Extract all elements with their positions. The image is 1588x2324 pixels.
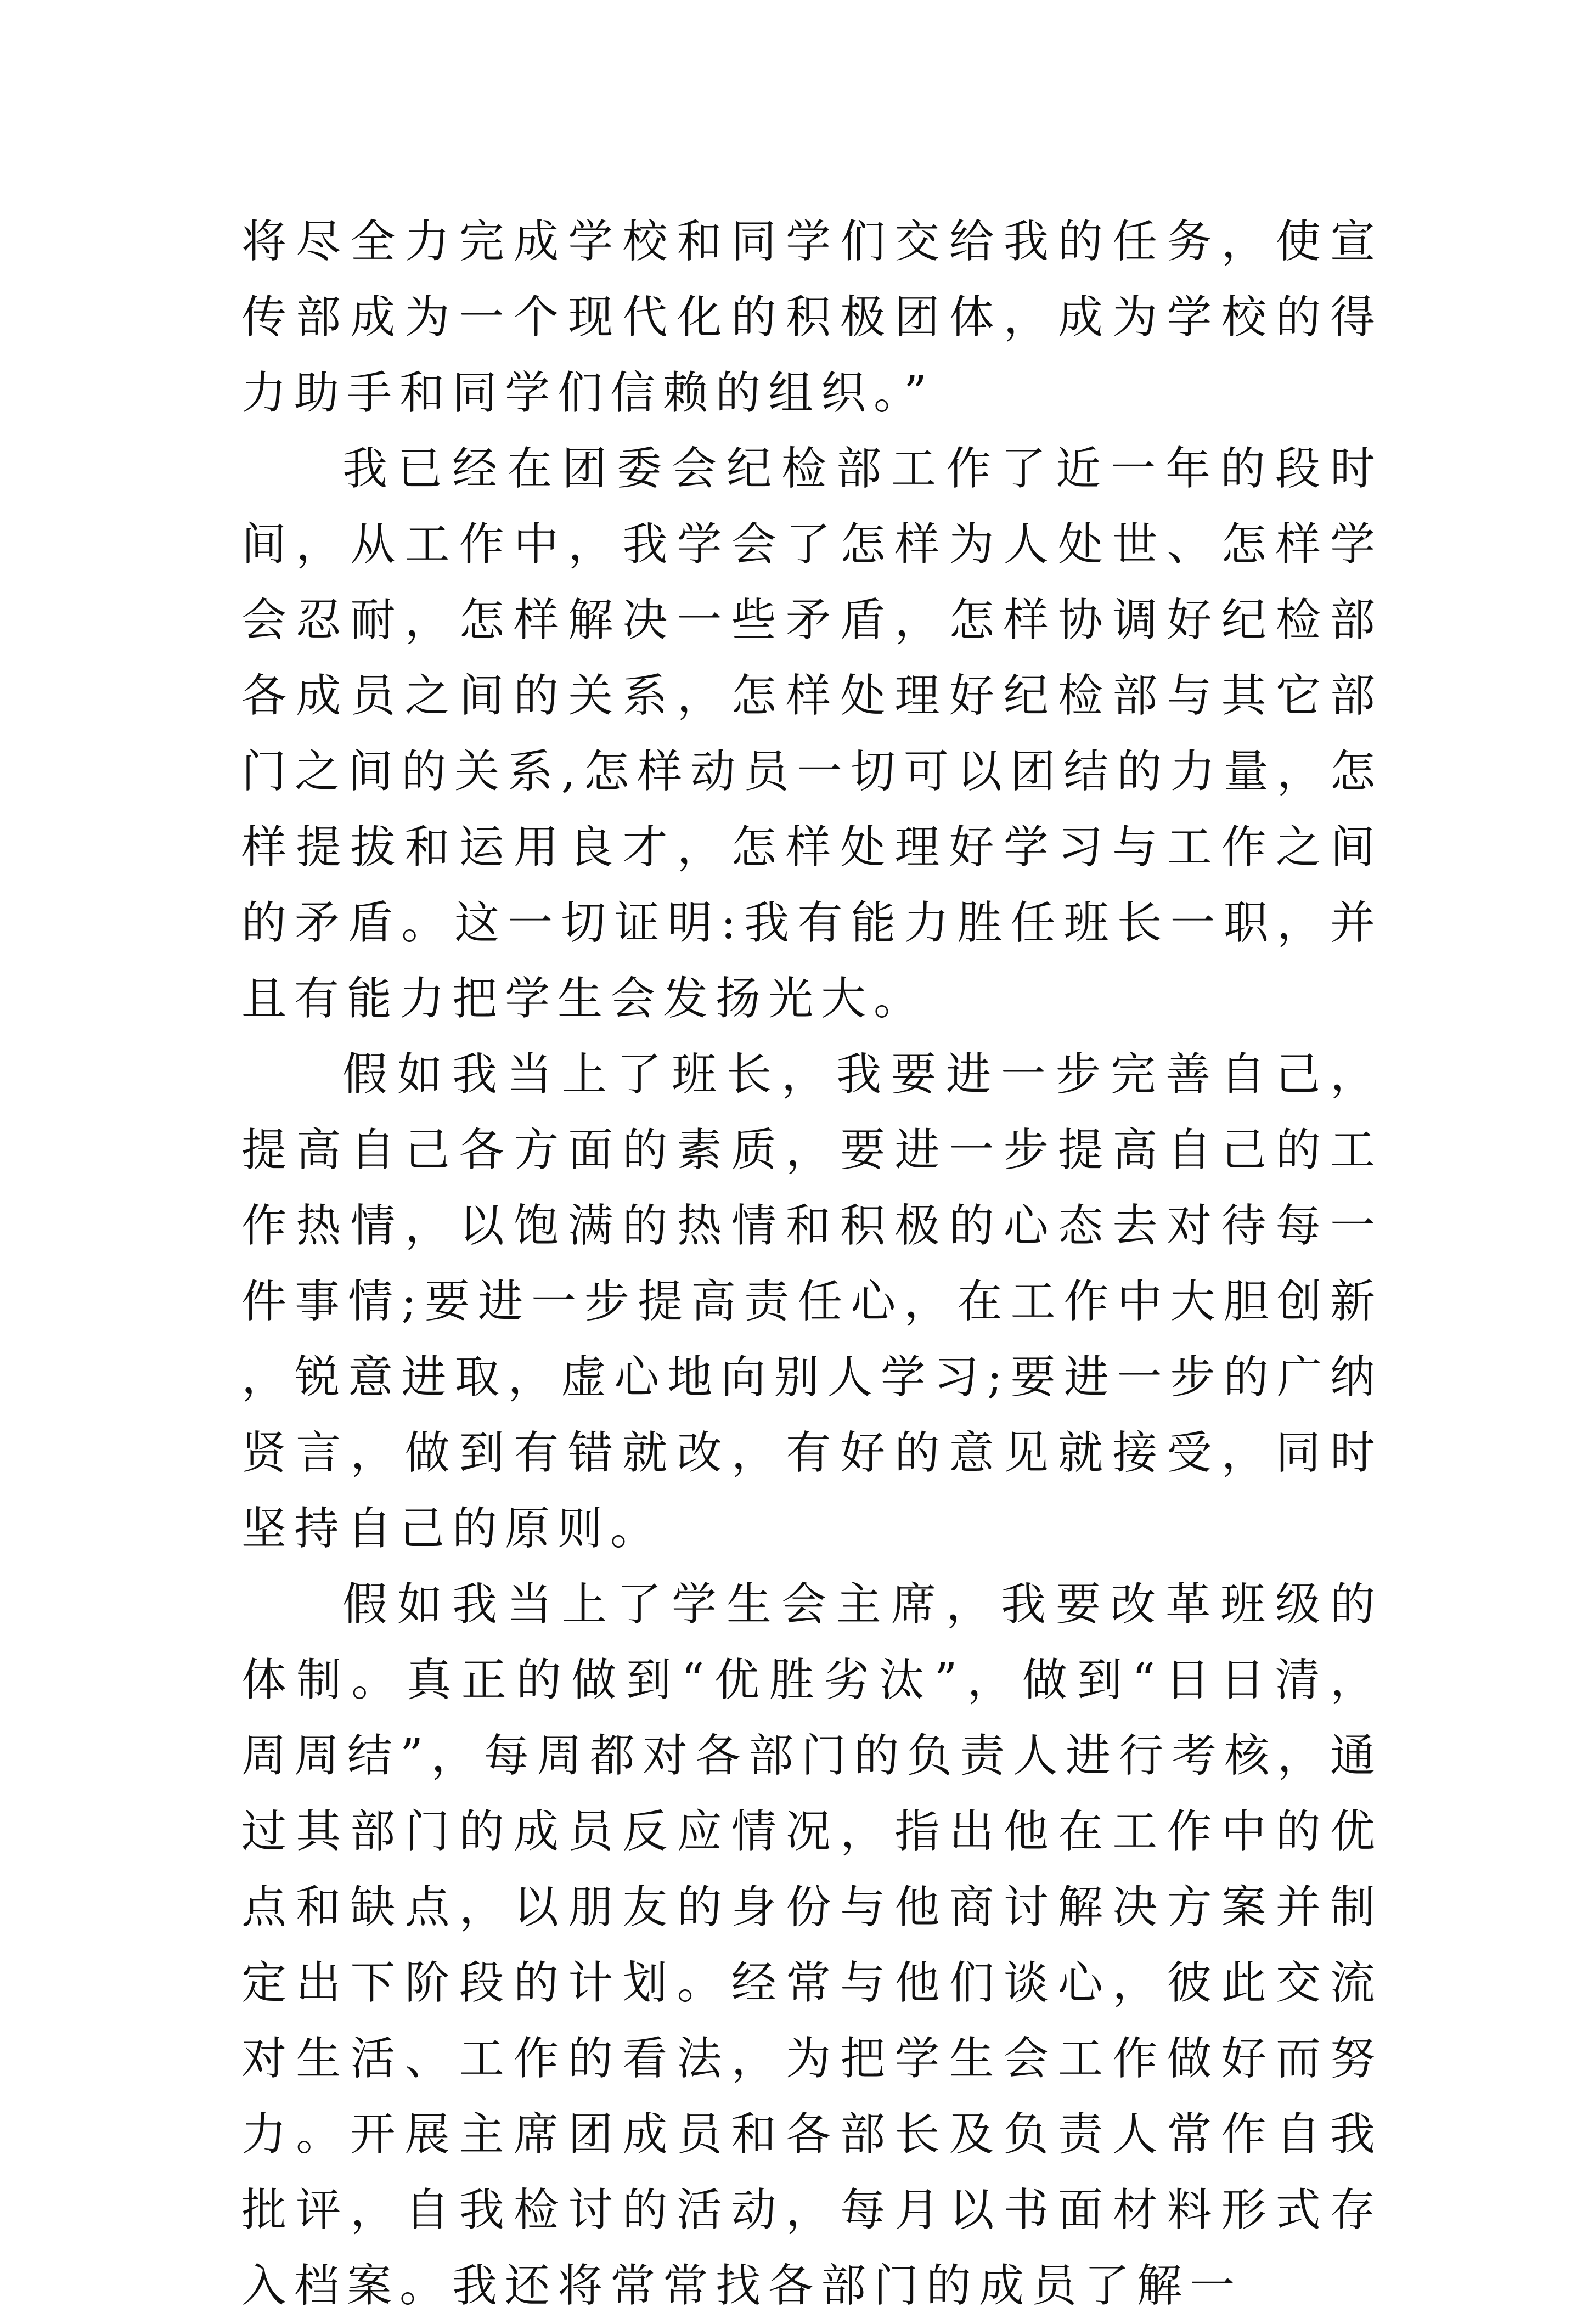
paragraph-1: 将尽全力完成学校和同学们交给我的任务，使宣传部成为一个现代化的积极团体，成为学校的得力助手和同学们信赖的组织。” — [241, 216, 1383, 419]
paragraph-2: 我已经在团委会纪检部工作了近一年的段时间，从工作中，我学会了怎样为人处世、怎样学会忍耐，怎样解决一些矛盾，怎样协调好纪检部各成员之间的关系，怎样处理好纪检部与其它部门之间的关系,怎样动员一切可以团结的力量，怎样提拔和运用良才，怎样处理好学习与工作之间的矛盾。这一切证明:我有能力胜任班长一职，并且有能力把学生会发扬光大。 — [241, 443, 1383, 1025]
paragraph-4: 假如我当上了学生会主席，我要改革班级的体制。真正的做到“优胜劣汰”，做到“日日清，周周结”，每周都对各部门的负责人进行考核，通过其部门的成员反应情况，指出他在工作中的优点和缺点，以朋友的身份与他商讨解决方案并制定出下阶段的计划。经常与他们谈心，彼此交流对生活、工作的看法，为把学生会工作做好而努力。开展主席团成员和各部长及负责人常作自我批评，自我检讨的活动，每月以书面材料形式存入档案。我还将常常找各部门的成员了解一 — [241, 1578, 1383, 2312]
document-body — [241, 204, 1383, 2324]
paragraph-3: 假如我当上了班长，我要进一步完善自己，提高自己各方面的素质，要进一步提高自己的工作热情，以饱满的热情和积极的心态去对待每一件事情;要进一步提高责任心，在工作中大胆创新，锐意进取，虚心地向别人学习;要进一步的广纳贤言，做到有错就改，有好的意见就接受，同时坚持自己的原则。 — [241, 1048, 1383, 1555]
